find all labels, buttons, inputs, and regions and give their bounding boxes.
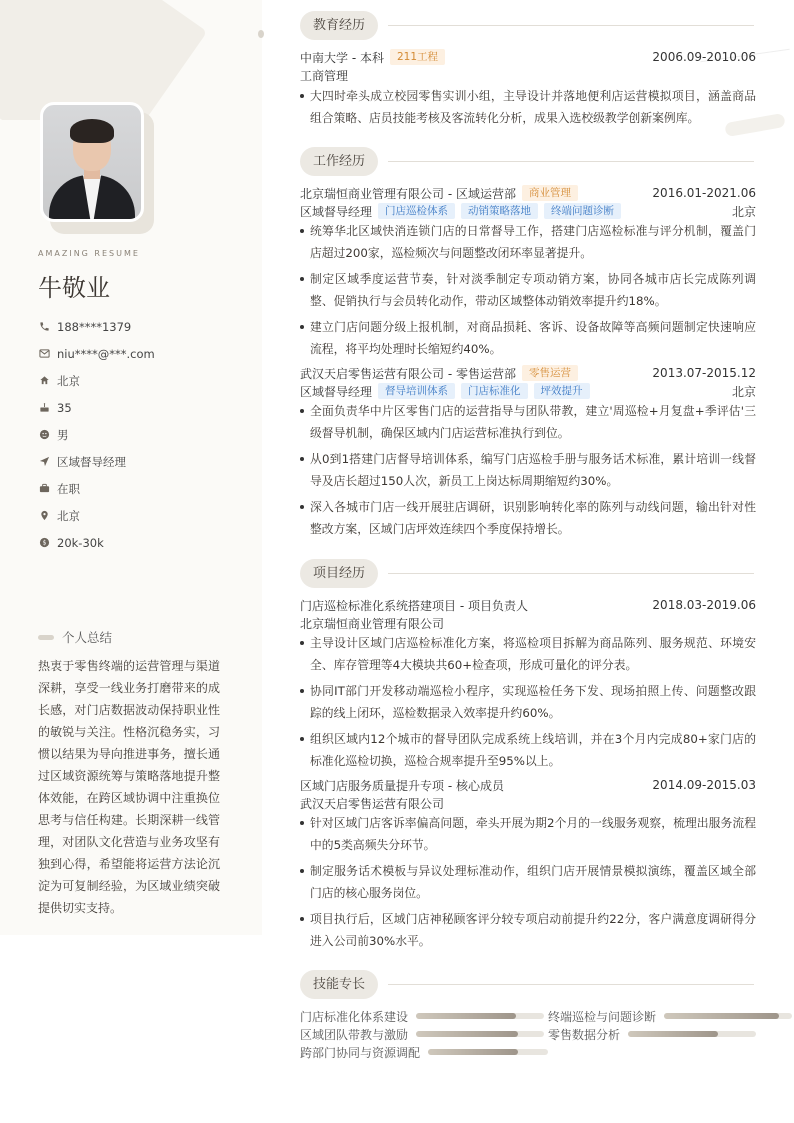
skill-item <box>300 1026 544 1042</box>
section-title: 工作经历 <box>300 147 378 176</box>
job-period: 2013.07-2015.12 <box>652 366 756 380</box>
section-divider <box>388 573 754 574</box>
project-name: 门店巡检标准化系统搭建项目 - 项目负责人 <box>300 598 528 613</box>
list-item: 主导设计区域门店巡检标准化方案，将巡检项目拆解为商品陈列、服务规范、环境安全、库存管理等4大模块共60+检查项，形成可量化的评分表。 <box>300 632 756 676</box>
education-major-row <box>300 66 756 84</box>
job-role: 区域督导经理 <box>300 204 373 219</box>
info-row-phone <box>38 313 248 340</box>
position-value: 区域督导经理 <box>57 454 126 469</box>
section-title: 教育经历 <box>300 11 378 40</box>
job-city: 北京 <box>731 204 756 219</box>
job-tag: 零售运营 <box>522 365 578 381</box>
list-item: 组织区域内12个城市的督导团队完成系统上线培训，并在3个月内完成80+家门店的标准化巡检切换，巡检合规率提升至95%以上。 <box>300 728 756 772</box>
summary-title: 个人总结 <box>62 630 113 645</box>
location-icon <box>38 510 50 522</box>
job-bullets <box>300 220 756 364</box>
briefcase-icon <box>38 483 50 495</box>
job-period: 2016.01-2021.06 <box>652 186 756 200</box>
salary-icon <box>38 537 50 549</box>
section-divider <box>388 25 754 26</box>
salary-value: 20k-30k <box>57 535 104 550</box>
skill-bar <box>416 1013 544 1019</box>
job-header <box>300 364 756 382</box>
skill-item <box>548 1026 756 1042</box>
project-company-row <box>300 614 756 632</box>
skill-name: 终端巡检与问题诊断 <box>548 1009 657 1024</box>
skill-name: 跨部门协同与资源调配 <box>300 1045 421 1060</box>
summary-text: 热衷于零售终端的运营管理与渠道深耕，享受一线业务打磨带来的成长感，对门店数据波动保持职业性的敏锐与关注。性格沉稳务实，习惯以结果为导向推进事务，擅长通过区域资源统筹与策略落地提升整体效能，在跨区域协调中注重换位思考与信任构建。长期深耕一线管理，对团队文化营造与业务攻坚有独到心得，希望能将运营方法论沉淀为可复制经验，为区域业绩突破提供切实支持。 <box>38 659 220 915</box>
section-divider <box>388 984 754 985</box>
skill-bar <box>628 1031 756 1037</box>
list-item: 项目执行后，区域门店神秘顾客评分较专项启动前提升约22分，客户满意度调研得分进入公司前30%水平。 <box>300 908 756 952</box>
job-header <box>300 184 756 202</box>
phone-value: 188****1379 <box>57 319 132 334</box>
list-item: 全面负责华中片区零售门店的运营指导与团队带教，建立'周巡检+月复盘+季评估'三级督导机制，确保区域内门店运营标准执行到位。 <box>300 400 756 444</box>
list-item: 大四时牵头成立校园零售实训小组，主导设计并落地便利店运营模拟项目，涵盖商品组合策略、店员技能考核及客流转化分析，成果入选校级教学创新案例库。 <box>300 85 756 129</box>
info-row-age <box>38 394 248 421</box>
summary-marker <box>38 635 54 640</box>
skill-tag: 督导培训体系 <box>378 383 455 399</box>
status-value: 在职 <box>57 481 80 496</box>
avatar <box>40 102 144 222</box>
phone-icon <box>38 321 50 333</box>
brand-label: AMAZING RESUME <box>38 249 140 258</box>
project-name: 区域门店服务质量提升专项 - 核心成员 <box>300 778 504 793</box>
cake-icon <box>38 402 50 414</box>
project-bullets <box>300 632 756 776</box>
section-divider <box>388 161 754 162</box>
project-company: 北京瑞恒商业管理有限公司 <box>300 616 445 631</box>
info-row-home <box>38 367 248 394</box>
skill-level <box>416 1013 516 1019</box>
list-item: 统筹华北区域快消连锁门店的日常督导工作，搭建门店巡检标准与评分机制，覆盖门店超过200家，巡检频次与问题整改闭环率显著提升。 <box>300 220 756 264</box>
avatar-photo <box>40 102 144 222</box>
skill-tag: 坪效提升 <box>534 383 590 399</box>
skill-tag: 门店标准化 <box>461 383 528 399</box>
project-header <box>300 596 756 614</box>
skill-name: 零售数据分析 <box>548 1027 621 1042</box>
gender-value: 男 <box>57 427 69 442</box>
person-name: 牛敬业 <box>38 274 110 302</box>
list-item: 从0到1搭建门店督导培训体系，编写门店巡检手册与服务话术标准，累计培训一线督导及店长超过150人次，新员工上岗达标周期缩短约30%。 <box>300 448 756 492</box>
school-name: 中南大学 - 本科 <box>300 50 384 65</box>
skill-item <box>300 1008 544 1024</box>
list-item: 制定区域季度运营节奏，针对淡季制定专项动销方案，协同各城市店长完成陈列调整、促销执行与会员转化动作，带动区域整体动销效率提升约18%。 <box>300 268 756 312</box>
mail-icon <box>38 348 50 360</box>
section-title: 技能专长 <box>300 970 378 999</box>
skill-item <box>548 1008 792 1024</box>
skill-level <box>628 1031 718 1037</box>
project-period: 2014.09-2015.03 <box>652 778 756 792</box>
home-icon <box>38 375 50 387</box>
list-item: 协同IT部门开发移动端巡检小程序，实现巡检任务下发、现场拍照上传、问题整改跟踪的线上闭环，巡检数据录入效率提升约60%。 <box>300 680 756 724</box>
sidebar <box>0 0 262 935</box>
list-item: 建立门店问题分级上报机制，对商品损耗、客诉、设备故障等高频问题制定快速响应流程，将平均处理时长缩短约40%。 <box>300 316 756 360</box>
section-education <box>300 11 754 40</box>
info-row-salary <box>38 529 248 556</box>
education-major: 工商管理 <box>300 68 349 83</box>
info-row-gender <box>38 421 248 448</box>
project-company: 武汉天启零售运营有限公司 <box>300 796 445 811</box>
school-tag: 211工程 <box>390 49 445 65</box>
project-bullets <box>300 812 756 956</box>
section-title: 项目经历 <box>300 559 378 588</box>
job-city: 北京 <box>731 384 756 399</box>
list-item: 深入各城市门店一线开展驻店调研，识别影响转化率的陈列与动线问题，输出针对性整改方案，区域门店坪效连续四个季度保持增长。 <box>300 496 756 540</box>
education-bullets <box>300 85 756 133</box>
age-value: 35 <box>57 400 72 415</box>
skill-item <box>300 1044 548 1060</box>
skill-level <box>428 1049 518 1055</box>
email-value: niu****@***.com <box>57 346 155 361</box>
svg-text:$: $ <box>42 539 46 547</box>
list-item: 制定服务话术模板与异议处理标准动作，组织门店开展情景模拟演练，覆盖区域全部门店的核心服务岗位。 <box>300 860 756 904</box>
education-header <box>300 48 756 66</box>
decoration-dot <box>258 30 264 38</box>
list-item: 针对区域门店客诉率偏高问题，牵头开展为期2个月的一线服务观察，梳理出服务流程中的5类高频失分环节。 <box>300 812 756 856</box>
skill-name: 门店标准化体系建设 <box>300 1009 409 1024</box>
skill-bar <box>416 1031 544 1037</box>
info-row-location <box>38 502 248 529</box>
job-tag: 商业管理 <box>522 185 578 201</box>
skill-bar <box>428 1049 548 1055</box>
project-company-row <box>300 794 756 812</box>
project-period: 2018.03-2019.06 <box>652 598 756 612</box>
skill-tag: 门店巡检体系 <box>378 203 455 219</box>
section-skills <box>300 970 754 999</box>
education-period: 2006.09-2010.06 <box>652 50 756 64</box>
location-value: 北京 <box>57 508 80 523</box>
hometown-value: 北京 <box>57 373 80 388</box>
info-row-status <box>38 475 248 502</box>
job-company: 北京瑞恒商业管理有限公司 - 区域运营部 <box>300 186 516 201</box>
skill-level <box>664 1013 779 1019</box>
contact-info <box>38 313 248 556</box>
gender-icon <box>38 429 50 441</box>
send-icon <box>38 456 50 468</box>
skill-tag: 终端问题诊断 <box>544 203 621 219</box>
info-row-email <box>38 340 248 367</box>
info-row-position <box>38 448 248 475</box>
job-role: 区域督导经理 <box>300 384 373 399</box>
skill-tag: 动销策略落地 <box>461 203 538 219</box>
job-role-row <box>300 202 756 220</box>
job-role-row <box>300 382 756 400</box>
skill-bar <box>664 1013 792 1019</box>
skill-name: 区域团队带教与激励 <box>300 1027 409 1042</box>
section-work <box>300 147 754 176</box>
job-bullets <box>300 400 756 544</box>
summary-heading <box>38 628 112 646</box>
job-company: 武汉天启零售运营有限公司 - 零售运营部 <box>300 366 516 381</box>
section-projects <box>300 559 754 588</box>
skill-level <box>416 1031 518 1037</box>
project-header <box>300 776 756 794</box>
